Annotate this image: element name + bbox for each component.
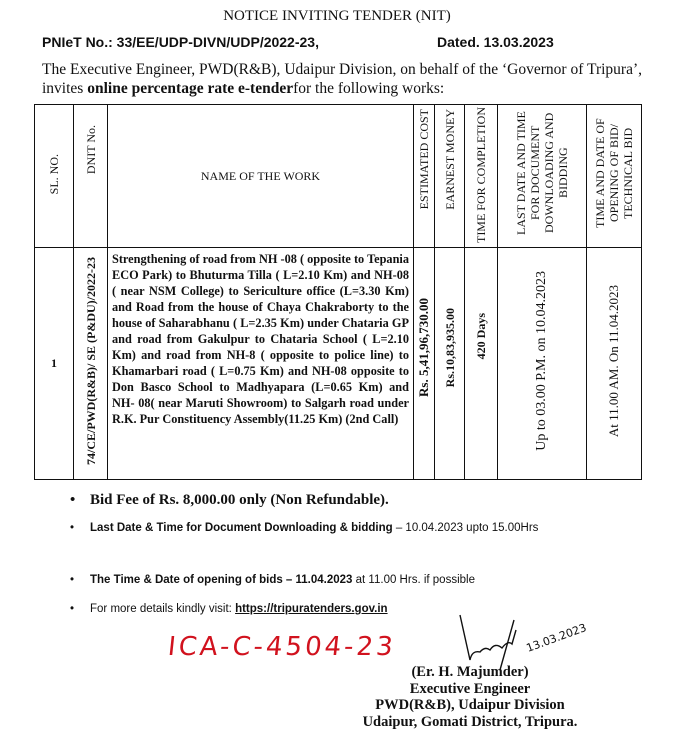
- header-time: [465, 105, 498, 248]
- bid-fee-note: • Bid Fee of Rs. 8,000.00 only (Non Refundable).: [90, 492, 389, 509]
- signatory-block: [330, 664, 610, 730]
- header-dnit: [74, 105, 108, 248]
- signatory-office: PWD(R&B), Udaipur Division: [375, 697, 565, 713]
- header-name-text: NAME OF THE WORK: [200, 168, 321, 183]
- cell-time: [465, 248, 498, 480]
- cell-sl: 1: [35, 248, 74, 480]
- details-label: For more details kindly visit:: [90, 603, 236, 615]
- signature-date: 13.03.2023: [524, 621, 589, 655]
- intro-text: The Executive Engineer, PWD(R&B), Udaipur Division, on behalf of the ‘Governor of Tripura’, invites: [42, 61, 642, 97]
- notice-date: Dated. 13.03.2023: [437, 34, 554, 50]
- intro-text-end: for the following works:: [293, 80, 445, 97]
- last-date-value: – 10.04.2023 upto 15.00Hrs: [392, 522, 539, 534]
- header-last-date: [498, 105, 587, 248]
- cell-earnest: [435, 248, 465, 480]
- cell-cost: [414, 248, 435, 480]
- opening-label: The Time & Date of opening of bids – 11.04.2023: [90, 574, 353, 586]
- works-table: [34, 104, 642, 480]
- signatory-address: Udaipur, Gomati District, Tripura.: [362, 713, 578, 730]
- header-time-text: TIME FOR COMPLETION: [474, 107, 488, 244]
- cell-last-date-text: Up to 03.00 P.M. on 10.04.2023: [534, 271, 549, 451]
- notice-title: NOTICE INVITING TENDER (NIT): [223, 8, 451, 24]
- opening-note: [90, 574, 475, 586]
- header-opening-text: TIME AND DATE OF OPENING OF BID/ TECHNICAL BID: [593, 118, 635, 228]
- cell-opening-text: At 11.00 AM. On 11.04.2023: [606, 285, 621, 438]
- cell-time-text: 420 Days: [474, 313, 488, 360]
- intro-paragraph: [42, 60, 642, 98]
- cell-earnest-text: Rs.10,83,935.00: [442, 308, 457, 388]
- cell-dnit: [74, 248, 108, 480]
- cell-dnit-text: 74/CE/PWD(R&B)/ SE (P&DU)/2022-23: [83, 257, 98, 466]
- header-name: [108, 105, 414, 248]
- table-row: [35, 248, 642, 480]
- intro-bold-text: online percentage rate e-tender: [87, 80, 294, 97]
- signatory-name: (Er. H. Majumder): [411, 664, 529, 680]
- header-earnest: [435, 105, 465, 248]
- details-note: [90, 603, 388, 615]
- handwritten-stamp-number: ICA-C-4504-23: [166, 632, 398, 662]
- header-cost: [414, 105, 435, 248]
- signatory-designation: Executive Engineer: [409, 680, 531, 697]
- tender-website-link[interactable]: https://tripuratenders.gov.in: [235, 603, 388, 615]
- header-opening: [587, 105, 642, 248]
- header-cost-text: ESTIMATED COST: [417, 109, 431, 210]
- header-sl: [35, 105, 74, 248]
- table-header-row: [35, 105, 642, 248]
- cell-work-name: Strengthening of road from NH -08 ( opposite to Tepania ECO Park) to Bhuturma Tilla ( L=2.10 Km) and NH-08 ( near NSM College) to Sericulture office (L=3.30 Km) and Road from the house of Chaya Chakraborty to the house of Saharabhanu ( L=2.35 Km) under Chataria GP and road from Gakulpur to Chataria School ( L=2.10 Km) and road from NH-8 ( opposite to police line) to Khamarbari road ( L=0.75 Km) and NH-08 opposite to Don Basco School to Madhyapara (L=0.65 Km) and NH- 08( near Maruti Showroom) to Salgarh road under R.K. Pur Constituency Assembly(11.25 Km) (2nd Call): [108, 248, 414, 480]
- header-last-date-text: LAST DATE AND TIME FOR DOCUMENT DOWNLOADING AND BIDDING: [514, 111, 570, 235]
- pniet-number: PNIeT No.: 33/EE/UDP-DIVN/UDP/2022-23,: [42, 34, 319, 50]
- header-earnest-text: EARNEST MONEY: [442, 109, 457, 210]
- last-date-label: Last Date & Time for Document Downloading & bidding: [90, 522, 393, 534]
- cell-last-date: [498, 248, 587, 480]
- opening-value: at 11.00 Hrs. if possible: [352, 574, 475, 586]
- cell-cost-text: Rs. 5,41,96,730.00: [416, 298, 431, 397]
- header-sl-text: SL. NO.: [47, 153, 61, 195]
- header-dnit-text: DNIT No.: [83, 125, 98, 175]
- cell-opening: [587, 248, 642, 480]
- last-date-note: [90, 522, 538, 534]
